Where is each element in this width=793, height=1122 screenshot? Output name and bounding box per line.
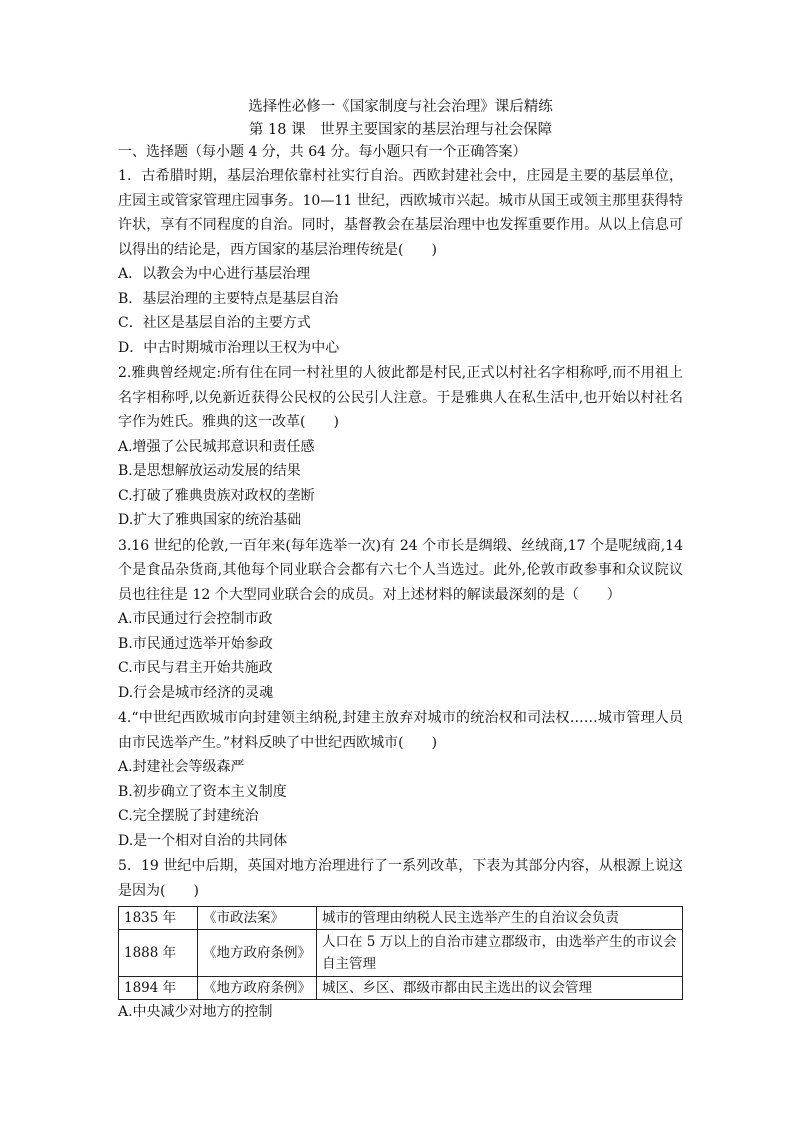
option-b: B.市民通过选举开始参政 <box>118 635 273 652</box>
question-3 <box>118 534 683 706</box>
option-c: C.市民与君主开始共施政 <box>118 660 273 676</box>
table-cell-law: 《市政法案》 <box>198 907 317 930</box>
table-cell-year: 1835 年 <box>119 907 198 930</box>
option-c: C.完全摆脱了封建统治 <box>118 808 259 824</box>
reform-table <box>118 906 683 1000</box>
question-stem: 4.“中世纪西欧城市向封建领主纳税,封建主放弃对城市的统治权和司法权……城市管理人员由市民选举产生。”材料反映了中世纪西欧城市( ) <box>118 710 683 751</box>
lesson-subtitle: 第 18 课 世界主要国家的基层治理与社会保障 <box>248 122 553 138</box>
table-cell-law: 《地方政府条例》 <box>198 930 317 977</box>
table-row <box>119 977 683 1000</box>
table-cell-content: 城区、乡区、郡级市都由民主选出的议会管理 <box>317 977 683 1000</box>
option-d: D.是一个相对自治的共同体 <box>118 832 288 849</box>
question-5 <box>118 854 683 1025</box>
exam-page <box>118 96 683 1025</box>
question-stem: 1．古希腊时期，基层治理依靠村社实行自治。西欧封建社会中，庄园是主要的基层单位，庄园主或管家管理庄园事务。10—11 世纪，西欧城市兴起。城市从国王或领主那里获得特许状，享有不同程度的自治。同时，基督教会在基层治理中也发挥重要作用。从以上信息可以得出的结论是，西方国家的基层治理传统是( ) <box>118 168 683 258</box>
page-title: 选择性必修一《国家制度与社会治理》课后精练 <box>248 99 553 115</box>
option-c: C．社区是基层自治的主要方式 <box>118 315 311 331</box>
table-cell-content: 城市的管理由纳税人民主选举产生的自治议会负责 <box>317 907 683 930</box>
section-heading: 一、选择题（每小题 4 分，共 64 分。每小题只有一个正确答案） <box>118 144 527 160</box>
question-2 <box>118 361 683 533</box>
question-stem: 2.雅典曾经规定:所有住在同一村社里的人彼此都是村民,正式以村社名字相称呼,而不用祖上名字相称呼,以免新近获得公民权的公民引人注意。于是雅典人在私生活中,也开始以村社名字作为姓氏。雅典的这一改革( ) <box>118 365 683 430</box>
option-c: C.打破了雅典贵族对政权的垄断 <box>118 487 315 504</box>
option-a: A.增强了公民城邦意识和责任感 <box>118 438 315 455</box>
option-d: D.扩大了雅典国家的统治基础 <box>118 512 302 528</box>
option-b: B．基层治理的主要特点是基层自治 <box>118 290 339 307</box>
option-a: A．以教会为中心进行基层治理 <box>118 266 311 282</box>
table-cell-content: 人口在 5 万以上的自治市建立郡级市，由选举产生的市议会自主管理 <box>317 930 683 977</box>
table-row <box>119 907 683 930</box>
option-a: A.市民通过行会控制市政 <box>118 611 273 627</box>
table-cell-year: 1894 年 <box>119 977 198 1000</box>
question-1 <box>118 164 683 360</box>
option-a: A.封建社会等级森严 <box>118 759 245 775</box>
question-stem: 5．19 世纪中后期，英国对地方治理进行了一系列改革，下表为其部分内容，从根源上说这是因为( ) <box>118 858 683 899</box>
question-4 <box>118 706 683 853</box>
option-a: A.中央减少对地方的控制 <box>118 1004 273 1020</box>
option-d: D．中古时期城市治理以王权为中心 <box>118 339 340 356</box>
option-d: D.行会是城市经济的灵魂 <box>118 684 274 701</box>
table-cell-law: 《地方政府条例》 <box>198 977 317 1000</box>
option-b: B.是思想解放运动发展的结果 <box>118 463 301 479</box>
option-b: B.初步确立了资本主义制度 <box>118 783 287 800</box>
table-row <box>119 930 683 977</box>
table-cell-year: 1888 年 <box>119 930 198 977</box>
question-stem: 3.16 世纪的伦敦,一百年来(每年选举一次)有 24 个市长是绸缎、丝绒商,17 个是呢绒商,14 个是食品杂货商,其他每个同业联合会都有六七个人当选过。此外,伦敦市政参事和众议院议员也往往是 12 个大型同业联合会的成员。对上述材料的解读最深刻的是（ ） <box>118 537 683 603</box>
